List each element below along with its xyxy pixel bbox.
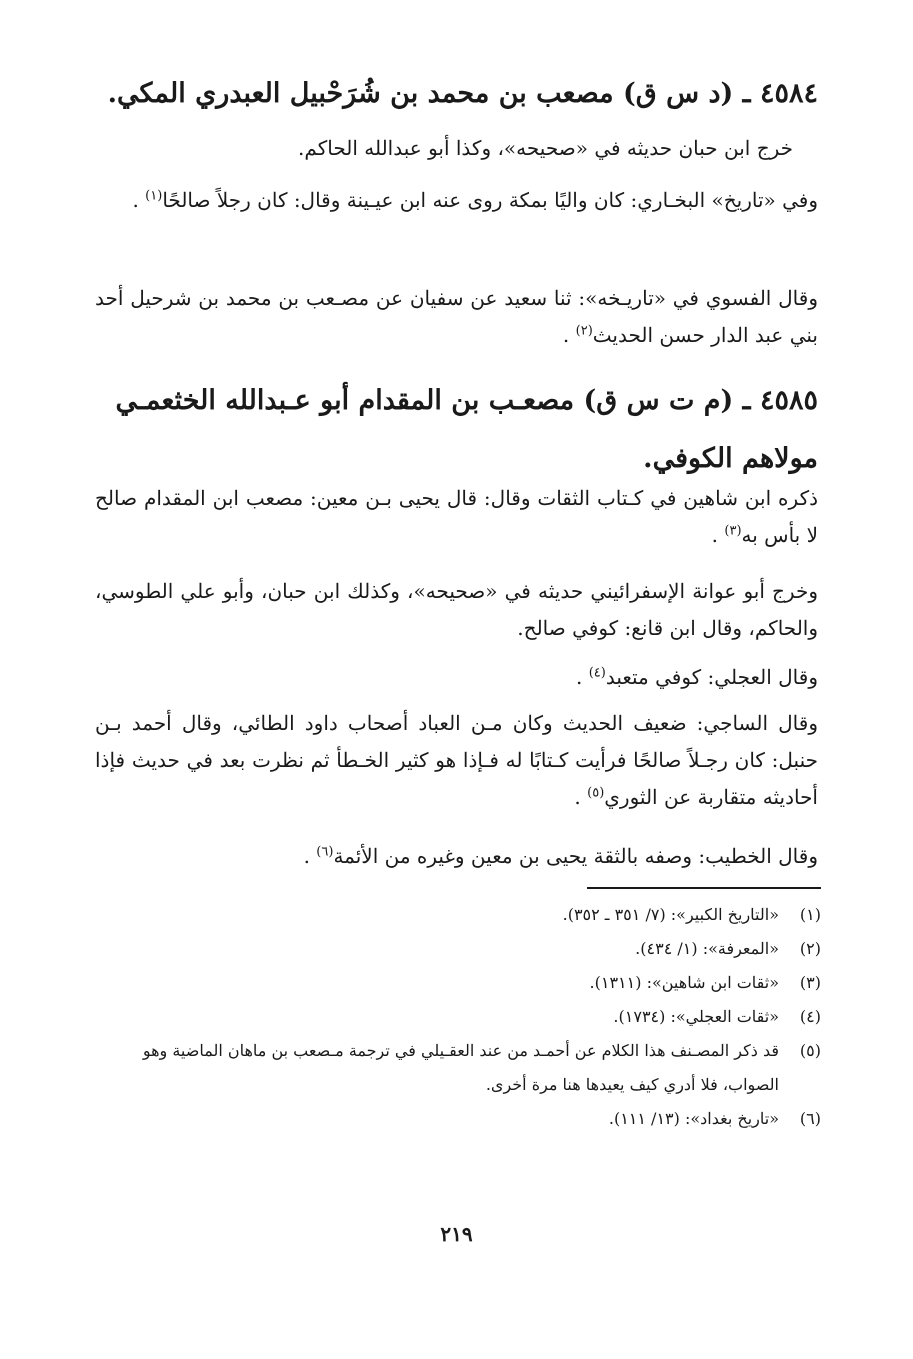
entry-4585-paragraph-4-text: وقال الساجي: ضعيف الحديث وكان مـن العباد أصحاب داود الطائي، وقال أحمد بـن حنبل: كان رجـلاً صالحًا فرأيت كـتابًا له فـإذا هو كثير الخـطأ ثم نظرت بعد في حديث فإذا أحاديثه متقاربة عن الثوري [95, 711, 818, 809]
entry-4585-paragraph-3: وقال العجلي: كوفي متعبد$^{(٤)}$ . [575, 665, 818, 689]
footnote-6 [92, 1102, 821, 1136]
entry-4584-paragraph-1: خرج ابن حبان حديثه في «صحيحه»، وكذا أبو عبدالله الحاكم. [298, 136, 793, 160]
entry-4585-paragraph-1: ذكره ابن شاهين في كـتاب الثقات وقال: قال يحيى بـن معين: مصعب ابن المقدام صالح لا بأس به$^{(٣)}$ . [95, 486, 818, 547]
footnote-4 [92, 1000, 821, 1034]
footnote-1 [92, 898, 821, 932]
footnote-number: (١) [799, 905, 821, 924]
footnote-text: «التاريخ الكبير»: (٧/ ٣٥١ ـ ٣٥٢). [562, 905, 779, 924]
footnote-divider [587, 887, 821, 889]
footnote-ref-3[interactable]: (٣) [724, 523, 742, 539]
footnote-5 [92, 1034, 821, 1102]
entry-4584-title: ٤٥٨٤ ـ (د س ق) مصعب بن محمد بن شُرَحْبيل العبدري المكي. [107, 78, 818, 109]
footnote-text: «تاريخ بغداد»: (١٣/ ١١١). [608, 1109, 779, 1128]
footnote-3 [92, 966, 821, 1000]
footnote-ref-2[interactable]: (٢) [575, 323, 593, 339]
entry-4585-paragraph-5-text: وقال الخطيب: وصفه بالثقة يحيى بن معين وغيره من الأئمة [333, 844, 818, 868]
footnotes-list [92, 898, 821, 1136]
entry-4584-paragraph-2-text: وفي «تاريخ» البخـاري: كان واليًا بمكة روى عنه ابن عيـينة وقال: كان رجلاً صالحًا [162, 188, 818, 212]
footnote-2 [92, 932, 821, 966]
footnote-number: (٤) [799, 1007, 821, 1026]
footnote-text: «ثقات العجلي»: (١٧٣٤). [613, 1007, 779, 1026]
footnote-number: (٥) [799, 1041, 821, 1060]
entry-4585-title: ٤٥٨٥ ـ (م ت س ق) مصعـب بن المقدام أبو عـبدالله الخثعمـي مولاهم الكوفي. [115, 385, 818, 474]
entry-4585-paragraph-3-text: وقال العجلي: كوفي متعبد [605, 665, 818, 689]
footnote-number: (٦) [799, 1109, 821, 1128]
entry-4585-paragraph-1-text: ذكره ابن شاهين في كـتاب الثقات وقال: قال يحيى بـن معين: مصعب ابن المقدام صالح لا بأس به [95, 486, 818, 547]
footnote-ref-5[interactable]: (٥) [587, 785, 605, 801]
footnote-ref-1[interactable]: (١) [145, 188, 163, 204]
footnote-text: «المعرفة»: (١/ ٤٣٤). [635, 939, 779, 958]
entry-4585-paragraph-2: وخرج أبو عوانة الإسفرائيني حديثه في «صحيحه»، وكذلك ابن حبان، وأبو علي الطوسي، والحاكم، وقال ابن قانع: كوفي صالح. [95, 579, 818, 640]
entry-4584-paragraph-2: وفي «تاريخ» البخـاري: كان واليًا بمكة روى عنه ابن عيـينة وقال: كان رجلاً صالحًا$^{(١)}$ . [132, 188, 818, 212]
entry-4584-paragraph-3: وقال الفسوي في «تاريـخه»: ثنا سعيد عن سفيان عن مصـعب بن محمد بن شرحيل أحد بني عبد الدار حسن الحديث$^{(٢)}$ . [95, 286, 818, 347]
entry-4585-paragraph-4: وقال الساجي: ضعيف الحديث وكان مـن العباد أصحاب داود الطائي، وقال أحمد بـن حنبل: كان رجـلاً صالحًا فرأيت كـتابًا له فـإذا هو كثير الخـطأ ثم نظرت بعد في حديث فإذا أحاديثه متقاربة عن الثوري$^{(٥)}$ . [95, 711, 818, 809]
footnote-text: «ثقات ابن شاهين»: (١٣١١). [589, 973, 779, 992]
footnote-number: (٣) [799, 973, 821, 992]
footnote-text: قد ذكر المصـنف هذا الكلام عن أحمـد من عند العقـيلي في ترجمة مـصعب بن ماهان الماضية وهو الصواب، فلا أدري كيف يعيدها هنا مرة أخرى. [142, 1041, 779, 1094]
footnote-number: (٢) [799, 939, 821, 958]
footnote-ref-4[interactable]: (٤) [588, 665, 606, 681]
page-number: ٢١٩ [440, 1222, 473, 1246]
footnote-ref-6[interactable]: (٦) [316, 844, 334, 860]
entry-4585-paragraph-5: وقال الخطيب: وصفه بالثقة يحيى بن معين وغيره من الأئمة$^{(٦)}$ . [303, 844, 818, 868]
entry-4584-paragraph-3-text: وقال الفسوي في «تاريـخه»: ثنا سعيد عن سفيان عن مصـعب بن محمد بن شرحيل أحد بني عبد الدار حسن الحديث [95, 286, 818, 347]
